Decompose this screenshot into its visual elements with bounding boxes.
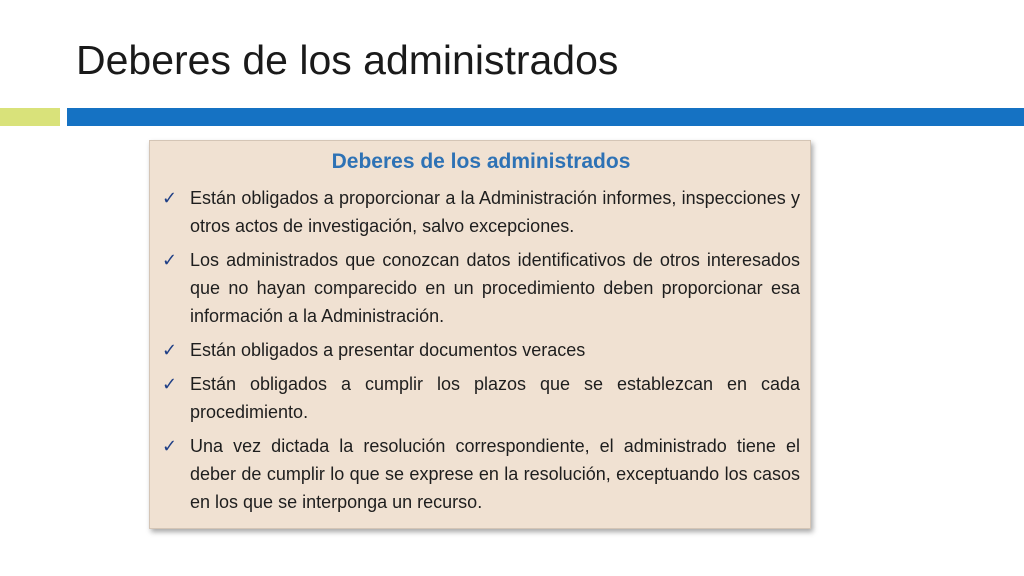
title-underline-bar xyxy=(67,108,1024,126)
list-item-text: Están obligados a proporcionar a la Administración informes, inspecciones y otros actos de investigación, salvo excepciones. xyxy=(190,188,800,236)
list-item-text: Una vez dictada la resolución correspondiente, el administrado tiene el deber de cumplir lo que se exprese en la resolución, exceptuando los casos en los que se interponga un recurso. xyxy=(190,436,800,512)
list-item-text: Están obligados a cumplir los plazos que se establezcan en cada procedimiento. xyxy=(190,374,800,422)
checkmark-icon: ✓ xyxy=(162,340,178,360)
slide-title: Deberes de los administrados xyxy=(76,37,619,83)
list-item-text: Los administrados que conozcan datos identificativos de otros interesados que no hayan comparecido en un procedimiento deben proporcionar esa información a la Administración. xyxy=(190,250,800,326)
list-item xyxy=(162,370,800,426)
list-item xyxy=(162,432,800,516)
checkmark-icon: ✓ xyxy=(162,250,178,270)
checkmark-icon: ✓ xyxy=(162,188,178,208)
title-accent-bar xyxy=(0,108,60,126)
list-item xyxy=(162,336,800,364)
checkmark-icon: ✓ xyxy=(162,436,178,456)
list-item-text: Están obligados a presentar documentos veraces xyxy=(190,340,586,360)
list-item xyxy=(162,246,800,330)
checkmark-icon: ✓ xyxy=(162,374,178,394)
content-card xyxy=(149,140,811,529)
list-item xyxy=(162,184,800,240)
duties-list xyxy=(162,184,800,516)
card-title: Deberes de los administrados xyxy=(331,150,631,173)
